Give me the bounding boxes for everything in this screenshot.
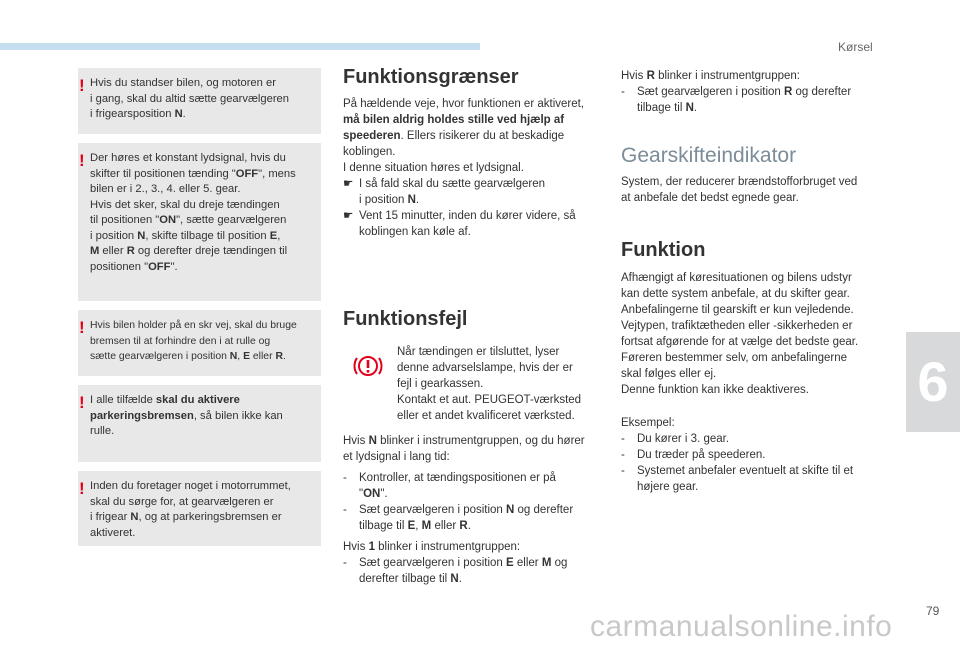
gearskifteindikator-text: System, der reducerer brændstofforbruget ved at anbefale det bedst egnede gear. — [621, 176, 858, 204]
heading-gearskifteindikator: Gearskifteindikator — [621, 144, 797, 167]
warning-box-slope — [78, 310, 321, 376]
funktionsgraenser-list — [343, 176, 603, 240]
list-item: - Sæt gearvælgeren i position E eller M og derefter tilbage til N. — [343, 557, 568, 585]
page-number: 79 — [926, 604, 940, 618]
eksempel-title: Eksempel: — [621, 417, 675, 429]
list-item: ☛ I så fald skal du sætte gearvælgeren i position N. — [343, 178, 546, 206]
funktionsfejl-icon-text: Når tændingen er tilsluttet, lyser denne advarselslampe, hvis der er fejl i gearkassen. Kontakt et aut. PEUGEOT-værksted eller et andet kvalificeret værksted. — [397, 346, 582, 422]
list-item: - Sæt gearvælgeren i position N og derefter tilbage til E, M eller R. — [343, 504, 574, 532]
heading-funktion: Funktion — [621, 239, 706, 261]
alert-icon — [352, 350, 384, 382]
funktionsgraenser-text: På hældende veje, hvor funktionen er aktiveret, må bilen aldrig holdes stille ved hjælp af speederen. Ellers risikerer du at beskadige koblingen. I denne situation høres et lydsignal. — [343, 98, 585, 174]
warning-text: Der høres et konstant lydsignal, hvis du skifter til positionen tænding "OFF", mens bilen er i 2., 3., 4. eller 5. gear. Hvis det sker, skal du dreje tændingen til positionen "ON", sætte gearvælgeren i position N, skifte tilbage til position E, M eller R og derefter dreje tændingen til positionen "OFF". — [90, 152, 296, 273]
warning-box-signal — [78, 143, 321, 301]
warning-box-stop — [78, 68, 321, 134]
warning-icon: ! — [79, 393, 85, 412]
r-blink-text: Hvis R blinker i instrumentgruppen: — [621, 70, 800, 82]
eksempel-list — [621, 431, 883, 495]
chapter-tab — [906, 332, 960, 432]
section-label: Kørsel — [838, 40, 873, 54]
heading-funktionsfejl: Funktionsfejl — [343, 308, 468, 330]
arrow-bullet-icon: ☛ — [343, 178, 354, 190]
funktion-text: Afhængigt af køresituationen og bilens udstyr kan dette system anbefale, at du skifter gear. Anbefalingerne til gearskift er kun vejledende. Vejtypen, trafiktætheden eller -sikkerheden er fortsat afgørende for at vælge det bedste gear. Føreren bestemmer selv, om anbefalingerne skal følges eller ej. Denne funktion kan ikke deaktiveres. — [621, 272, 859, 396]
watermark: carmanualsonline.info — [590, 610, 893, 643]
funktionsfejl-n-text: Hvis N blinker i instrumentgruppen, og du hører et lydsignal i lang tid: — [343, 435, 585, 463]
funktionsfejl-1-text: Hvis 1 blinker i instrumentgruppen: — [343, 541, 521, 553]
list-item: - Du kører i 3. gear. — [621, 433, 730, 445]
funktionsfejl-1-list — [343, 555, 605, 587]
warning-text: Hvis bilen holder på en skr vej, skal du bruge bremsen til at forhindre den i at rulle og sætte gearvælgeren i position N, E eller R. — [90, 320, 297, 362]
list-item: - Du træder på speederen. — [621, 449, 766, 461]
warning-icon: ! — [79, 318, 85, 337]
warning-text: Inden du foretager noget i motorrummet, skal du sørge for, at gearvælgeren er i frigear N, og at parkeringsbremsen er aktiveret. — [90, 480, 291, 539]
warning-box-parking-brake — [78, 385, 321, 462]
warning-text: Hvis du standser bilen, og motoren er i gang, skal du altid sætte gearvælgeren i frigearsposition N. — [90, 77, 290, 120]
list-item: - Sæt gearvælgeren i position R og derefter tilbage til N. — [621, 86, 852, 114]
funktionsfejl-n-list — [343, 470, 605, 534]
warning-icon: ! — [79, 151, 85, 170]
list-item: ☛ Vent 15 minutter, inden du kører videre, så koblingen kan køle af. — [343, 210, 576, 238]
warning-icon: ! — [79, 76, 85, 95]
chapter-number: 6 — [917, 350, 949, 413]
heading-funktionsgraenser: Funktionsgrænser — [343, 66, 519, 88]
r-blink-list — [621, 84, 883, 116]
warning-icon: ! — [79, 479, 85, 498]
list-item: - Systemet anbefaler eventuelt at skifte til et højere gear. — [621, 465, 854, 493]
arrow-bullet-icon: ☛ — [343, 210, 354, 222]
warning-box-engine — [78, 471, 321, 546]
header-bar — [0, 43, 480, 50]
warning-text: I alle tilfælde skal du aktivere parkeringsbremsen, så bilen ikke kan rulle. — [90, 394, 283, 437]
list-item: - Kontroller, at tændingspositionen er på "ON". — [343, 472, 556, 500]
